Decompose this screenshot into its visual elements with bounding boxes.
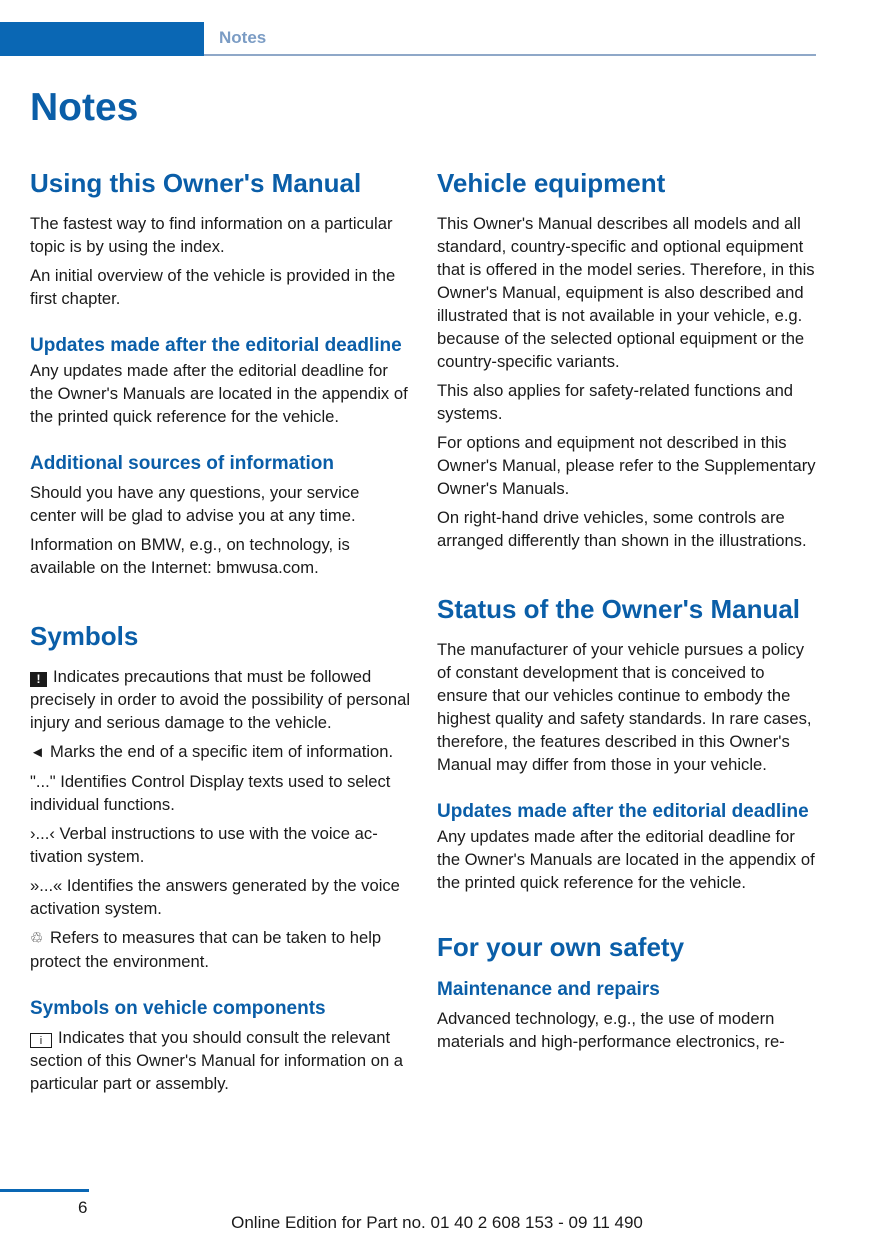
warning-triangle-icon: ! — [30, 672, 47, 687]
symbol-book-item — [30, 1026, 410, 1095]
footer-edition-text: Online Edition for Part no. 01 40 2 608 153 - 09 11 490 — [231, 1213, 643, 1232]
symbol-answers-item: »...« Identifies the answers generated by the voice activation system. — [30, 876, 400, 918]
section-title-status: Status of the Owner's Manual — [437, 594, 801, 624]
footer-accent-rule — [0, 1189, 89, 1192]
symbol-end-item — [30, 740, 410, 764]
page-number: 6 — [78, 1198, 88, 1217]
section-title-safety: For your own safety — [437, 932, 685, 962]
subsection-title-maintenance: Maintenance and repairs — [437, 979, 660, 1000]
paragraph: Should you have any questions, your service center will be glad to advise you at any time. — [30, 483, 360, 525]
subsection-title-additional-sources: Additional sources of information — [30, 453, 335, 474]
section-title-vehicle-equipment: Vehicle equipment — [437, 168, 666, 198]
symbol-warning-item — [30, 665, 410, 734]
environment-icon: ♲ — [30, 930, 44, 947]
paragraph: The fastest way to find information on a particular topic is by using the index. — [30, 214, 393, 256]
symbol-book-text: Indicates that you should consult the relevant section of this Owner's Manual for information on a particular part or assembly. — [30, 1028, 404, 1093]
section-title-symbols: Symbols — [30, 621, 139, 651]
paragraph: This also applies for safety-related functions and systems. — [437, 381, 794, 423]
symbol-warning-text: Indicates precautions that must be followed precisely in order to avoid the possibility of personal injury and serious damage to the vehicle. — [30, 667, 411, 732]
left-column — [30, 166, 410, 1095]
paragraph: For options and equipment not described in this Owner's Manual, please refer to the Supplementary Owner's Manuals. — [437, 433, 816, 498]
right-column — [437, 166, 817, 1053]
paragraph: Any updates made after the editorial deadline for the Owner's Manuals are located in the appendix of the printed quick reference for the vehicle. — [437, 827, 815, 892]
header-section-label: Notes — [219, 28, 267, 47]
header-accent-bar — [0, 22, 204, 56]
subsection-title-updates: Updates made after the editorial deadline — [437, 801, 809, 822]
subsection-title-vehicle-symbols: Symbols on vehicle components — [30, 998, 326, 1019]
symbol-environment-item — [30, 926, 410, 973]
paragraph: This Owner's Manual describes all models and all standard, country-specific and optional equipment that is offered in the model series. Therefore, in this Owner's Manual, equipment is also described and illustrated that is not available in your vehicle, e.g. because of the selected optional equipment or the country-specific variants. — [437, 214, 815, 371]
end-marker-icon: ◄ — [30, 744, 45, 761]
paragraph: Any updates made after the editorial deadline for the Owner's Manuals are located in the appendix of the printed quick reference for the vehicle. — [30, 361, 408, 426]
symbol-end-text: Marks the end of a specific item of information. — [50, 742, 394, 761]
paragraph: Information on BMW, e.g., on technology, is available on the Internet: bmwusa.com. — [30, 535, 350, 577]
book-info-icon: i — [30, 1033, 52, 1048]
page-title: Notes — [30, 86, 139, 129]
paragraph: On right-hand drive vehicles, some controls are arranged differently than shown in the illustrations. — [437, 508, 807, 550]
symbol-quote-item: "..." Identifies Control Display texts used to select individual functions. — [30, 772, 391, 814]
symbol-verbal-item: ›...‹ Verbal instructions to use with the voice activation system. — [30, 824, 378, 866]
paragraph: An initial overview of the vehicle is provided in the first chapter. — [30, 266, 396, 308]
paragraph: Advanced technology, e.g., the use of modern materials and high-performance electronics, re- — [437, 1009, 785, 1051]
subsection-title-updates: Updates made after the editorial deadline — [30, 335, 402, 356]
paragraph: The manufacturer of your vehicle pursues a policy of constant development that is conceived to ensure that our vehicles continue to embody the highest quality and safety standards. In rare cases, therefore, the features described in this Owner's Manual may differ from those in your vehicle. — [437, 640, 812, 774]
section-title-using-manual: Using this Owner's Manual — [30, 168, 362, 198]
symbol-environment-text: Refers to measures that can be taken to help protect the environment. — [30, 928, 382, 971]
header-rule — [204, 54, 816, 56]
